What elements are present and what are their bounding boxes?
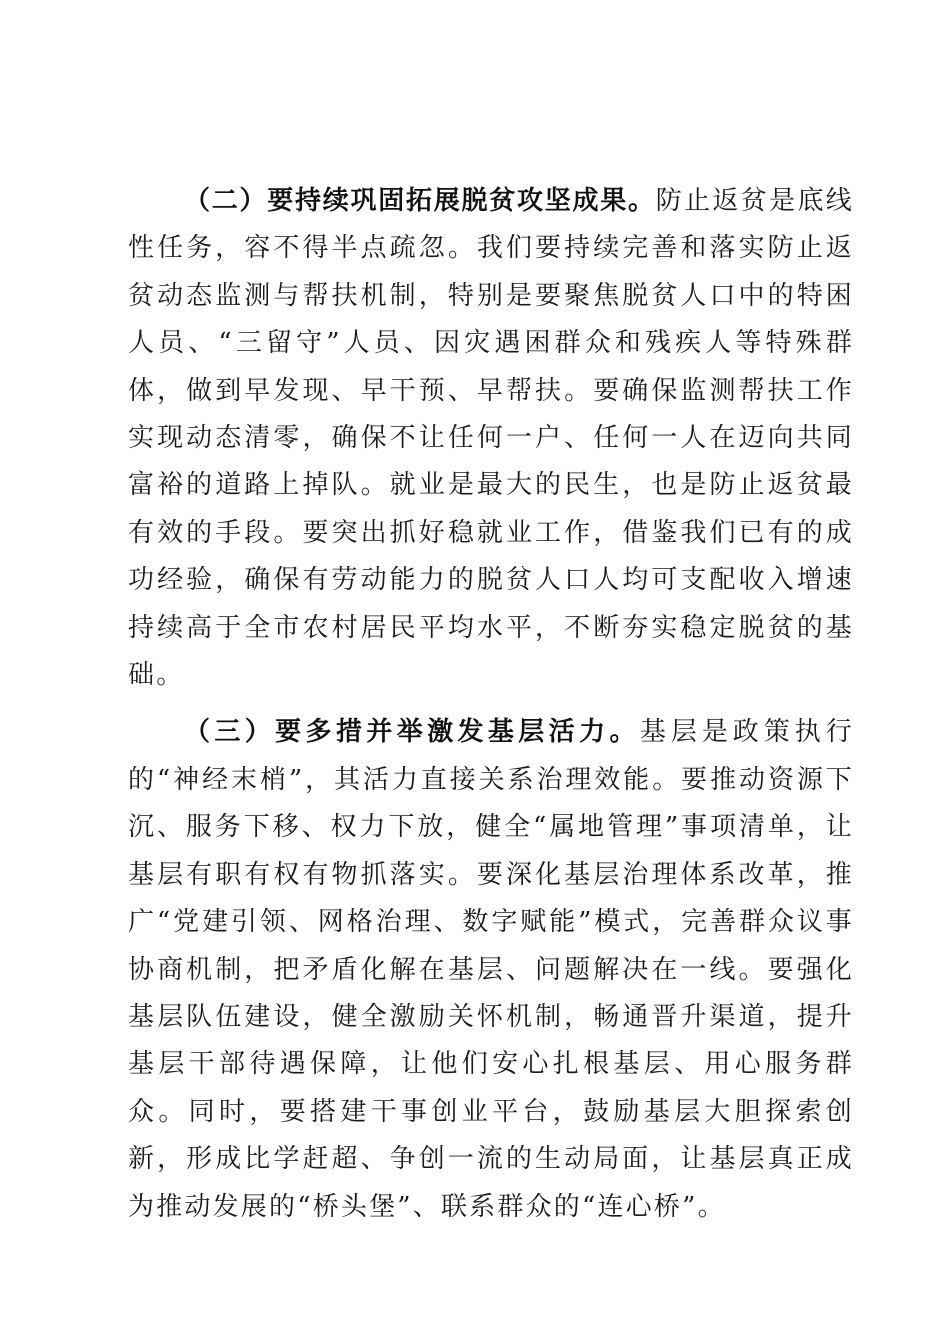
paragraph-heading: （二）要持续巩固拓展脱贫攻坚成果。 [184,186,656,216]
paragraph-grassroots-vitality [128,709,854,1230]
document-body [128,178,854,1231]
paragraph-heading: （三）要多措并举激发基层活力。 [184,717,640,748]
paragraph-consolidate-poverty-alleviation [128,178,854,699]
paragraph-text: 基层是政策执行的“神经末梢”，其活力直接关系治理效能。要推动资源下沉、服务下移、权力下放，健全“属地管理”事项清单，让基层有职有权有物抓落实。要深化基层治理体系改革，推广“党建引领、网格治理、数字赋能”模式，完善群众议事协商机制，把矛盾化解在基层、问题解决在一线。要强化基层队伍建设，健全激励关怀机制，畅通晋升渠道，提升基层干部待遇保障，让他们安心扎根基层、用心服务群众。同时，要搭建干事创业平台，鼓励基层大胆探索创新，形成比学赶超、争创一流的生动局面，让基层真正成为推动发展的“桥头堡”、联系群众的“连心桥”。 [128,717,854,1222]
paragraph-text: 防止返贫是底线性任务，容不得半点疏忽。我们要持续完善和落实防止返贫动态监测与帮扶机制，特别是要聚焦脱贫人口中的特困人员、“三留守”人员、因灾遇困群众和残疾人等特殊群体，做到早发现、早干预、早帮扶。要确保监测帮扶工作实现动态清零，确保不让任何一户、任何一人在迈向共同富裕的道路上掉队。就业是最大的民生，也是防止返贫最有效的手段。要突出抓好稳就业工作，借鉴我们已有的成功经验，确保有劳动能力的脱贫人口人均可支配收入增速持续高于全市农村居民平均水平，不断夯实稳定脱贫的基础。 [128,186,855,691]
